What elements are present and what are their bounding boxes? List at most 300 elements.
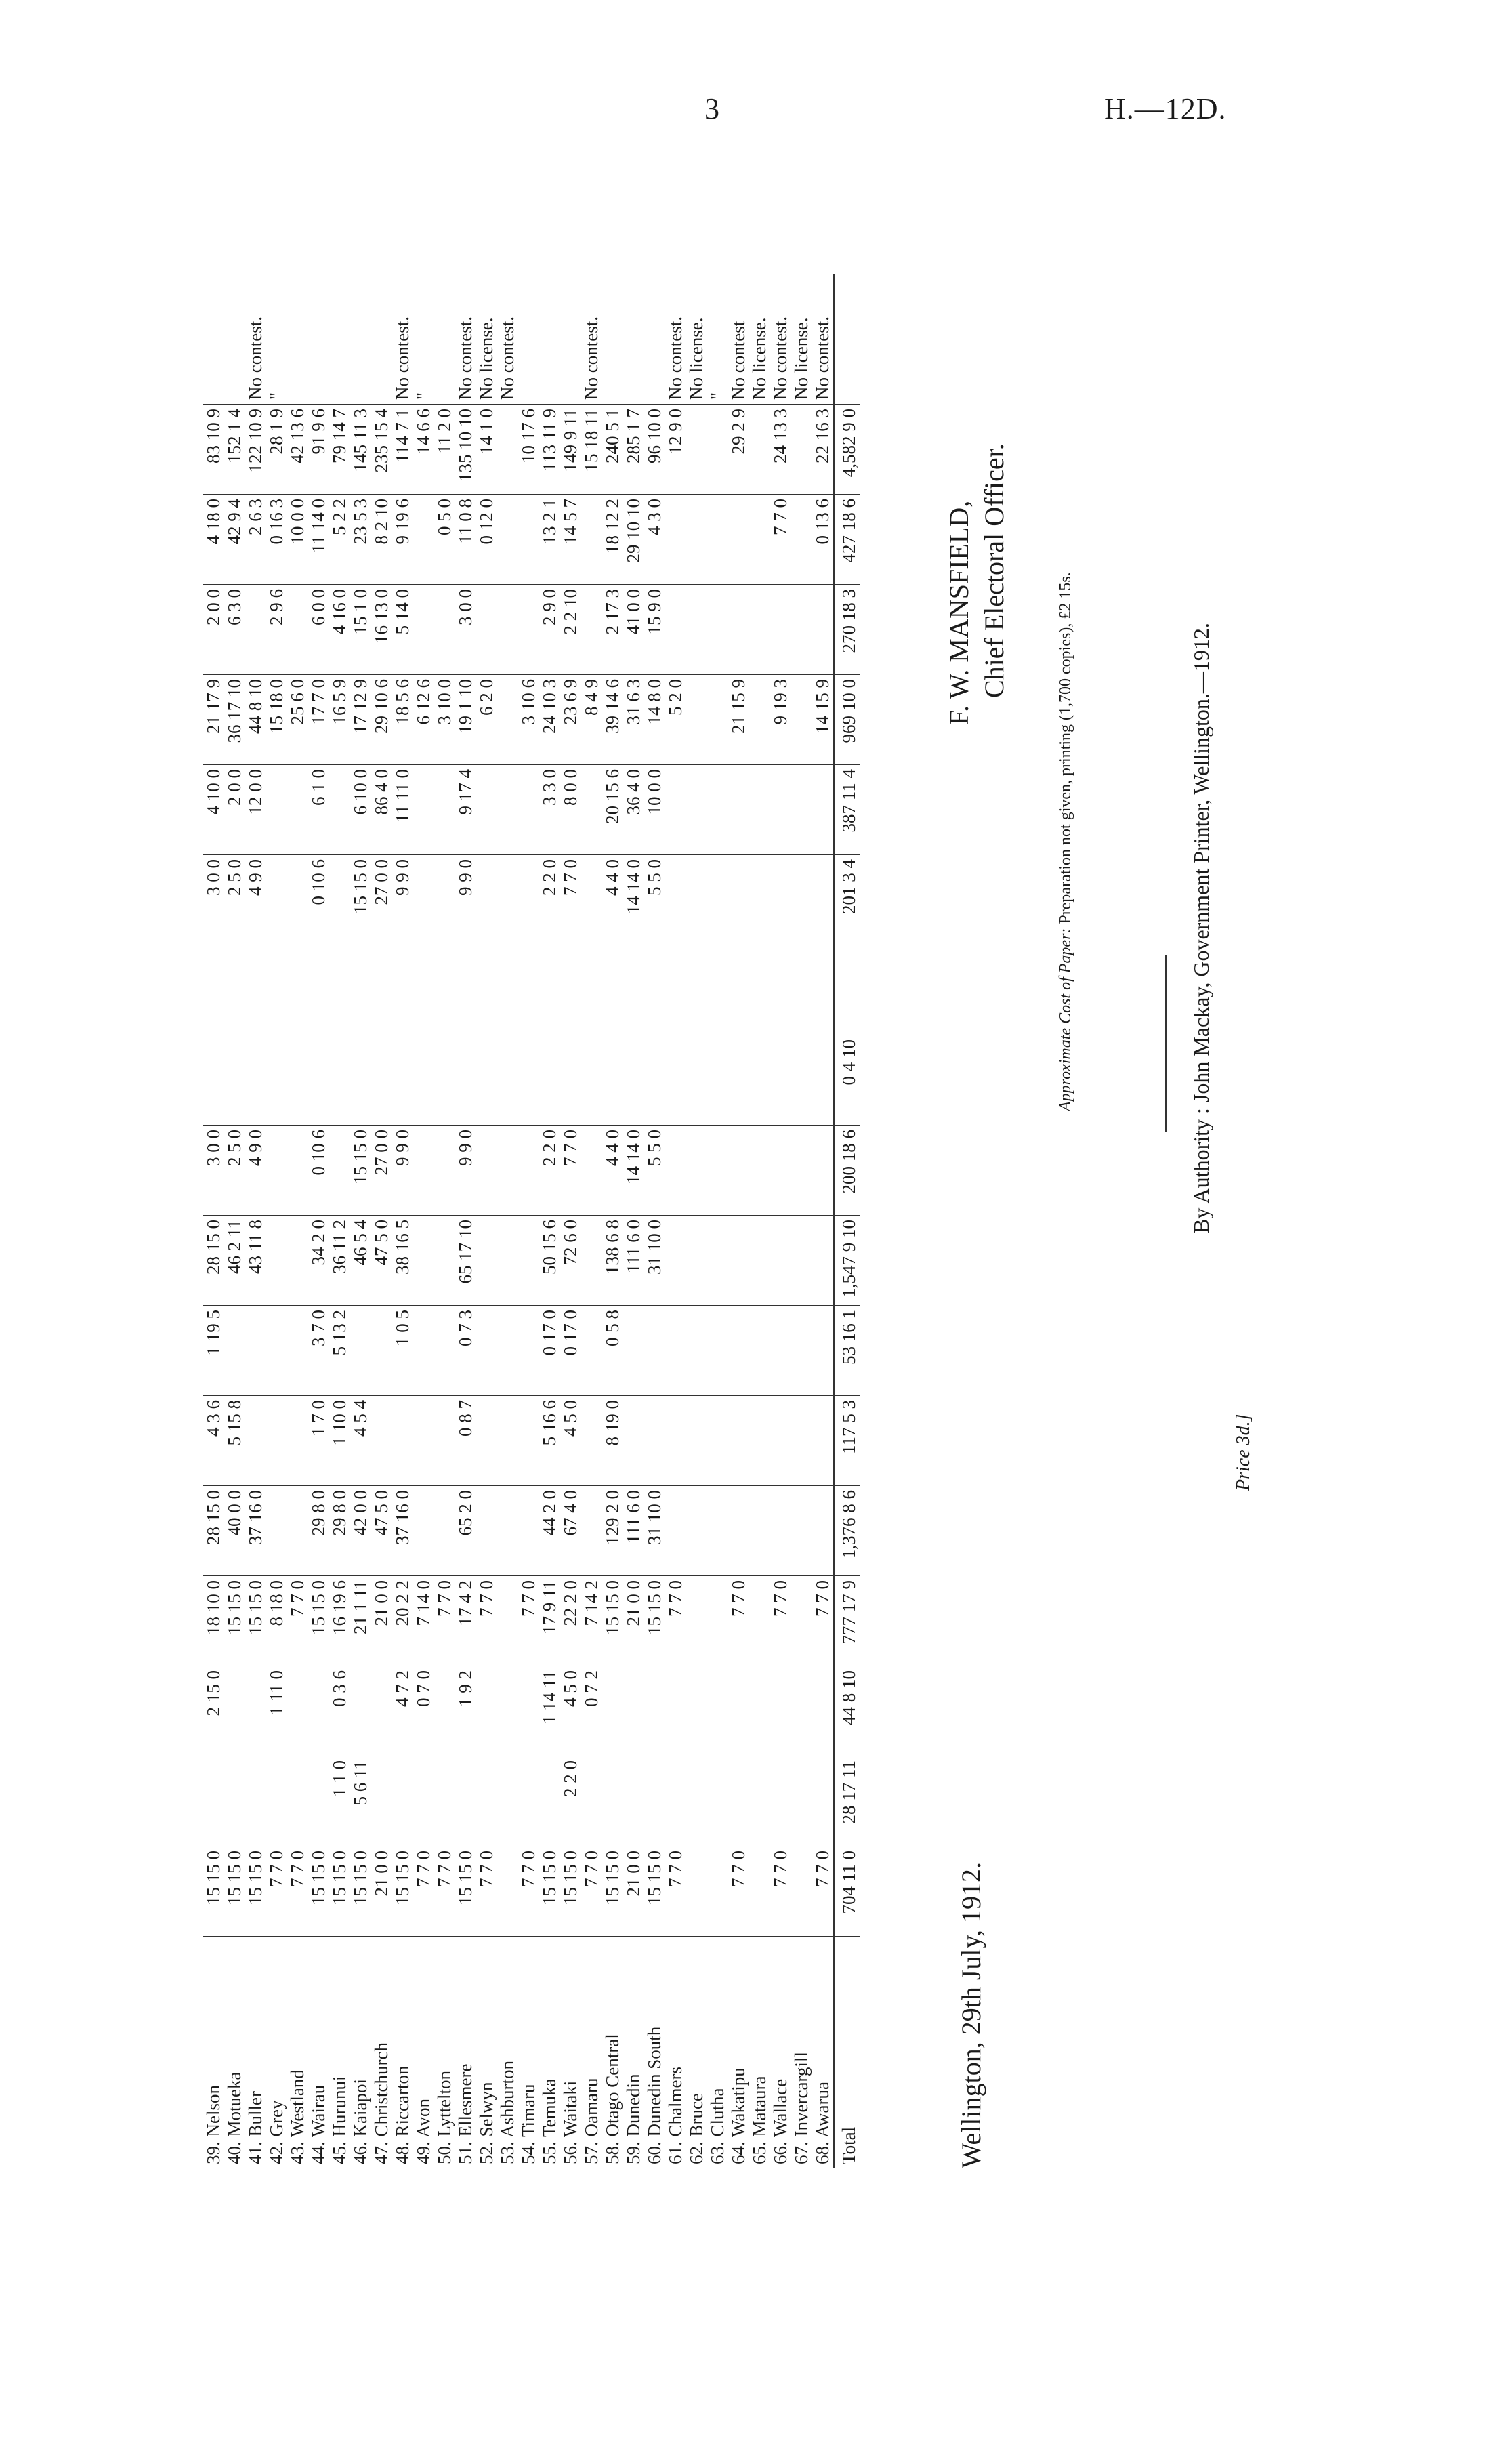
amount-cell-l xyxy=(518,855,539,945)
amount-cell-f xyxy=(644,1396,665,1486)
amount-cell-j xyxy=(266,1035,287,1126)
amount-cell-j xyxy=(476,1035,497,1126)
amount-cell-i xyxy=(287,1126,308,1216)
amount-cell-m xyxy=(749,765,770,855)
amount-cell-k xyxy=(455,945,476,1035)
amount-cell-i: 2 5 0 xyxy=(224,1126,245,1216)
amount-cell-c: 44 8 10 xyxy=(834,1666,860,1756)
amount-cell-p xyxy=(791,495,812,585)
amount-cell-q: 145 11 3 xyxy=(350,405,371,495)
dateline: Wellington, 29th July, 1912. xyxy=(956,1862,986,2168)
amount-cell-q: 14 6 6 xyxy=(413,405,434,495)
amount-cell-h xyxy=(581,1216,602,1306)
amount-cell-i: 27 0 0 xyxy=(371,1126,392,1216)
amount-cell-c xyxy=(224,1666,245,1756)
amount-cell-l: 15 15 0 xyxy=(350,855,371,945)
amount-cell-b xyxy=(203,1756,224,1846)
amount-cell-a: 7 7 0 xyxy=(413,1846,434,1937)
amount-cell-q: 24 13 3 xyxy=(770,405,791,495)
amount-cell-f xyxy=(707,1396,728,1486)
amount-cell-k xyxy=(623,945,644,1035)
amount-cell-q: 91 9 6 xyxy=(308,405,329,495)
amount-cell-f xyxy=(245,1396,266,1486)
amount-cell-m: 20 15 6 xyxy=(602,765,623,855)
amount-cell-m: 10 0 0 xyxy=(644,765,665,855)
amount-cell-h xyxy=(770,1216,791,1306)
amount-cell-l xyxy=(749,855,770,945)
remark-cell xyxy=(623,274,644,405)
amount-cell-l: 9 9 0 xyxy=(392,855,413,945)
document-reference: H.—12D. xyxy=(1104,92,1227,125)
amount-cell-b xyxy=(665,1756,686,1846)
table-row xyxy=(602,274,623,2168)
amount-cell-l xyxy=(707,855,728,945)
amount-cell-f xyxy=(812,1396,834,1486)
remark-cell: No contest. xyxy=(812,274,834,405)
amount-cell-m xyxy=(812,765,834,855)
amount-cell-j: 0 4 10 xyxy=(834,1035,860,1126)
amount-cell-p: 18 12 2 xyxy=(602,495,623,585)
amount-cell-l xyxy=(413,855,434,945)
amount-cell-o: 3 0 0 xyxy=(455,585,476,675)
amount-cell-m: 9 17 4 xyxy=(455,765,476,855)
amount-cell-o xyxy=(476,585,497,675)
remark-cell: " xyxy=(707,274,728,405)
amount-cell-f: 4 5 4 xyxy=(350,1396,371,1486)
amount-cell-m: 11 11 0 xyxy=(392,765,413,855)
amount-cell-d: 7 7 0 xyxy=(287,1576,308,1666)
amount-cell-l: 4 4 0 xyxy=(602,855,623,945)
amount-cell-o: 15 1 0 xyxy=(350,585,371,675)
amount-cell-i xyxy=(329,1126,350,1216)
amount-cell-o: 2 2 10 xyxy=(560,585,581,675)
amount-cell-p xyxy=(518,495,539,585)
amount-cell-i: 7 7 0 xyxy=(560,1126,581,1216)
amount-cell-a: 15 15 0 xyxy=(392,1846,413,1937)
amount-cell-e xyxy=(665,1486,686,1576)
table-row xyxy=(623,274,644,2168)
amount-cell-i: 9 9 0 xyxy=(392,1126,413,1216)
amount-cell-f xyxy=(497,1396,518,1486)
remark-cell xyxy=(602,274,623,405)
amount-cell-m xyxy=(287,765,308,855)
amount-cell-f xyxy=(728,1396,749,1486)
amount-cell-l xyxy=(434,855,455,945)
amount-cell-k xyxy=(581,945,602,1035)
amount-cell-l xyxy=(812,855,834,945)
amount-cell-i xyxy=(497,1126,518,1216)
amount-cell-e: 111 6 0 xyxy=(623,1486,644,1576)
amount-cell-m xyxy=(518,765,539,855)
amount-cell-m: 387 11 4 xyxy=(834,765,860,855)
amount-cell-f xyxy=(287,1396,308,1486)
amount-cell-j xyxy=(749,1035,770,1126)
amount-cell-h: 46 2 11 xyxy=(224,1216,245,1306)
electorate-cell: 62. Bruce xyxy=(686,2093,707,2164)
amount-cell-d: 20 2 2 xyxy=(392,1576,413,1666)
amount-cell-a: 15 15 0 xyxy=(602,1846,623,1937)
amount-cell-n: 6 12 6 xyxy=(413,675,434,765)
amount-cell-c xyxy=(371,1666,392,1756)
amount-cell-i: 2 2 0 xyxy=(539,1126,560,1216)
amount-cell-g: 0 17 0 xyxy=(560,1306,581,1396)
amount-cell-f xyxy=(266,1396,287,1486)
amount-cell-h: 47 5 0 xyxy=(371,1216,392,1306)
amount-cell-q: 114 7 1 xyxy=(392,405,413,495)
amount-cell-a: 7 7 0 xyxy=(665,1846,686,1937)
remark-cell xyxy=(329,274,350,405)
remark-cell xyxy=(224,274,245,405)
amount-cell-e xyxy=(266,1486,287,1576)
amount-cell-h: 111 6 0 xyxy=(623,1216,644,1306)
amount-cell-e: 37 16 0 xyxy=(245,1486,266,1576)
table-row xyxy=(371,274,392,2168)
amount-cell-l xyxy=(770,855,791,945)
amount-cell-o xyxy=(245,585,266,675)
amount-cell-i: 14 14 0 xyxy=(623,1126,644,1216)
amount-cell-i: 0 10 6 xyxy=(308,1126,329,1216)
cost-of-paper xyxy=(1057,572,1075,1111)
amount-cell-e: 37 16 0 xyxy=(392,1486,413,1576)
amount-cell-l: 14 14 0 xyxy=(623,855,644,945)
amount-cell-q: 42 13 6 xyxy=(287,405,308,495)
amount-cell-a: 15 15 0 xyxy=(245,1846,266,1937)
amount-cell-e xyxy=(791,1486,812,1576)
amount-cell-j xyxy=(245,1035,266,1126)
amount-cell-k xyxy=(245,945,266,1035)
amount-cell-n xyxy=(749,675,770,765)
amount-cell-h: 72 6 0 xyxy=(560,1216,581,1306)
amount-cell-n: 17 7 0 xyxy=(308,675,329,765)
amount-cell-g: 0 17 0 xyxy=(539,1306,560,1396)
table-row xyxy=(497,274,518,2168)
amount-cell-q: 15 18 11 xyxy=(581,405,602,495)
amount-cell-f xyxy=(623,1396,644,1486)
table-row xyxy=(686,274,707,2168)
amount-cell-h: 1,547 9 10 xyxy=(834,1216,860,1306)
amount-cell-j xyxy=(329,1035,350,1126)
amount-cell-j xyxy=(770,1035,791,1126)
table-row xyxy=(581,274,602,2168)
amount-cell-j xyxy=(728,1035,749,1126)
amount-cell-l xyxy=(581,855,602,945)
amount-cell-o: 2 9 6 xyxy=(266,585,287,675)
amount-cell-k xyxy=(476,945,497,1035)
amount-cell-g xyxy=(581,1306,602,1396)
amount-cell-g xyxy=(497,1306,518,1396)
amount-cell-l xyxy=(497,855,518,945)
amount-cell-m xyxy=(686,765,707,855)
amount-cell-c xyxy=(644,1666,665,1756)
electorate-cell: 61. Chalmers xyxy=(665,2067,686,2164)
amount-cell-p: 29 10 10 xyxy=(623,495,644,585)
amount-cell-p: 4 3 0 xyxy=(644,495,665,585)
amount-cell-j xyxy=(644,1035,665,1126)
table-row xyxy=(518,274,539,2168)
electorate-cell: 66. Wallace xyxy=(770,2078,791,2164)
remark-cell xyxy=(287,274,308,405)
amount-cell-p: 2 6 3 xyxy=(245,495,266,585)
amount-cell-l xyxy=(329,855,350,945)
amount-cell-d: 17 4 2 xyxy=(455,1576,476,1666)
amount-cell-g xyxy=(728,1306,749,1396)
amount-cell-p: 427 18 6 xyxy=(834,495,860,585)
remark-cell xyxy=(518,274,539,405)
amount-cell-q: 4,582 9 0 xyxy=(834,405,860,495)
amount-cell-f xyxy=(371,1396,392,1486)
amount-cell-a: 7 7 0 xyxy=(434,1846,455,1937)
electorate-cell: 47. Christchurch xyxy=(371,2042,392,2164)
amount-cell-j xyxy=(371,1035,392,1126)
amount-cell-b xyxy=(434,1756,455,1846)
electorate-cell: 65. Mataura xyxy=(749,2076,770,2164)
amount-cell-i xyxy=(581,1126,602,1216)
remark-cell: No contest xyxy=(728,274,749,405)
table-row xyxy=(644,274,665,2168)
amount-cell-o xyxy=(434,585,455,675)
amount-cell-p: 14 5 7 xyxy=(560,495,581,585)
amount-cell-l: 2 5 0 xyxy=(224,855,245,945)
amount-cell-d: 15 15 0 xyxy=(308,1576,329,1666)
remark-cell: No contest. xyxy=(581,274,602,405)
amount-cell-p xyxy=(728,495,749,585)
amount-cell-o: 41 0 0 xyxy=(623,585,644,675)
amount-cell-k xyxy=(812,945,834,1035)
amount-cell-g xyxy=(791,1306,812,1396)
remark-cell: No contest. xyxy=(497,274,518,405)
amount-cell-d: 7 7 0 xyxy=(812,1576,834,1666)
amount-cell-k xyxy=(665,945,686,1035)
amount-cell-c xyxy=(497,1666,518,1756)
remark-cell: No contest. xyxy=(245,274,266,405)
amount-cell-a: 7 7 0 xyxy=(812,1846,834,1937)
table-row xyxy=(329,274,350,2168)
amount-cell-e: 40 0 0 xyxy=(224,1486,245,1576)
amount-cell-k xyxy=(791,945,812,1035)
amount-cell-i xyxy=(413,1126,434,1216)
amount-cell-q xyxy=(749,405,770,495)
returns-table-wrapper xyxy=(203,136,935,2168)
amount-cell-d xyxy=(791,1576,812,1666)
amount-cell-i: 3 0 0 xyxy=(203,1126,224,1216)
amount-cell-b xyxy=(581,1756,602,1846)
amount-cell-j xyxy=(497,1035,518,1126)
amount-cell-g xyxy=(770,1306,791,1396)
table-row xyxy=(392,274,413,2168)
amount-cell-g xyxy=(518,1306,539,1396)
amount-cell-c: 2 15 0 xyxy=(203,1666,224,1756)
amount-cell-q: 79 14 7 xyxy=(329,405,350,495)
amount-cell-e: 29 8 0 xyxy=(308,1486,329,1576)
amount-cell-e xyxy=(707,1486,728,1576)
table-row xyxy=(539,274,560,2168)
amount-cell-g xyxy=(812,1306,834,1396)
amount-cell-g xyxy=(371,1306,392,1396)
election-expenses-table xyxy=(203,274,860,2168)
electorate-cell: Total xyxy=(834,1937,860,2169)
amount-cell-f xyxy=(791,1396,812,1486)
table-row xyxy=(308,274,329,2168)
amount-cell-k xyxy=(644,945,665,1035)
amount-cell-b xyxy=(224,1756,245,1846)
amount-cell-o xyxy=(707,585,728,675)
amount-cell-n: 36 17 10 xyxy=(224,675,245,765)
amount-cell-p: 0 13 6 xyxy=(812,495,834,585)
amount-cell-e xyxy=(581,1486,602,1576)
amount-cell-p: 13 2 1 xyxy=(539,495,560,585)
table-row xyxy=(812,274,834,2168)
table-row xyxy=(728,274,749,2168)
amount-cell-m xyxy=(434,765,455,855)
amount-cell-e: 65 2 0 xyxy=(455,1486,476,1576)
remark-cell: No contest. xyxy=(770,274,791,405)
amount-cell-m xyxy=(581,765,602,855)
amount-cell-a: 7 7 0 xyxy=(770,1846,791,1937)
amount-cell-b xyxy=(392,1756,413,1846)
amount-cell-o: 4 16 0 xyxy=(329,585,350,675)
electorate-cell: 49. Avon xyxy=(413,2098,434,2164)
amount-cell-m: 4 10 0 xyxy=(203,765,224,855)
amount-cell-f: 1 10 0 xyxy=(329,1396,350,1486)
amount-cell-q: 10 17 6 xyxy=(518,405,539,495)
amount-cell-d: 17 9 11 xyxy=(539,1576,560,1666)
amount-cell-a: 15 15 0 xyxy=(350,1846,371,1937)
amount-cell-k xyxy=(560,945,581,1035)
amount-cell-j xyxy=(413,1035,434,1126)
amount-cell-b xyxy=(728,1756,749,1846)
table-row xyxy=(455,274,476,2168)
amount-cell-p: 5 2 2 xyxy=(329,495,350,585)
amount-cell-k xyxy=(224,945,245,1035)
amount-cell-d: 777 17 9 xyxy=(834,1576,860,1666)
table-row xyxy=(749,274,770,2168)
amount-cell-o xyxy=(791,585,812,675)
amount-cell-g xyxy=(707,1306,728,1396)
amount-cell-e xyxy=(770,1486,791,1576)
amount-cell-o: 2 0 0 xyxy=(203,585,224,675)
amount-cell-b xyxy=(707,1756,728,1846)
amount-cell-b xyxy=(245,1756,266,1846)
electorate-cell: 40. Motueka xyxy=(224,2071,245,2164)
amount-cell-j xyxy=(791,1035,812,1126)
amount-cell-j xyxy=(434,1035,455,1126)
amount-cell-d: 15 15 0 xyxy=(245,1576,266,1666)
amount-cell-e: 31 10 0 xyxy=(644,1486,665,1576)
amount-cell-b xyxy=(812,1756,834,1846)
amount-cell-a: 15 15 0 xyxy=(203,1846,224,1937)
amount-cell-h: 36 11 2 xyxy=(329,1216,350,1306)
amount-cell-k xyxy=(749,945,770,1035)
amount-cell-p: 23 5 3 xyxy=(350,495,371,585)
electorate-cell: 50. Lyttelton xyxy=(434,2071,455,2164)
amount-cell-o: 5 14 0 xyxy=(392,585,413,675)
amount-cell-j xyxy=(812,1035,834,1126)
amount-cell-p: 0 5 0 xyxy=(434,495,455,585)
amount-cell-l: 4 9 0 xyxy=(245,855,266,945)
amount-cell-m xyxy=(413,765,434,855)
amount-cell-l xyxy=(476,855,497,945)
amount-cell-j xyxy=(455,1035,476,1126)
amount-cell-i xyxy=(266,1126,287,1216)
electorate-cell: 53. Ashburton xyxy=(497,2060,518,2164)
amount-cell-q: 14 1 0 xyxy=(476,405,497,495)
amount-cell-m xyxy=(770,765,791,855)
amount-cell-a: 7 7 0 xyxy=(518,1846,539,1937)
amount-cell-a: 15 15 0 xyxy=(329,1846,350,1937)
amount-cell-a xyxy=(707,1846,728,1937)
amount-cell-h: 65 17 10 xyxy=(455,1216,476,1306)
amount-cell-f xyxy=(434,1396,455,1486)
amount-cell-d: 7 7 0 xyxy=(518,1576,539,1666)
remark-cell: No license. xyxy=(686,274,707,405)
amount-cell-d xyxy=(497,1576,518,1666)
amount-cell-g: 0 5 8 xyxy=(602,1306,623,1396)
electorate-cell: 59. Dunedin xyxy=(623,2073,644,2164)
amount-cell-o: 15 9 0 xyxy=(644,585,665,675)
amount-cell-l: 0 10 6 xyxy=(308,855,329,945)
amount-cell-e xyxy=(686,1486,707,1576)
remark-cell: No contest. xyxy=(455,274,476,405)
amount-cell-n: 18 5 6 xyxy=(392,675,413,765)
amount-cell-k xyxy=(266,945,287,1035)
amount-cell-b xyxy=(791,1756,812,1846)
amount-cell-h: 43 11 8 xyxy=(245,1216,266,1306)
amount-cell-o xyxy=(581,585,602,675)
amount-cell-p: 4 18 0 xyxy=(203,495,224,585)
amount-cell-j xyxy=(686,1035,707,1126)
amount-cell-h: 138 6 8 xyxy=(602,1216,623,1306)
electorate-cell: 68. Awarua xyxy=(812,2082,833,2164)
remark-cell xyxy=(350,274,371,405)
remark-cell xyxy=(308,274,329,405)
amount-cell-d: 7 7 0 xyxy=(665,1576,686,1666)
amount-cell-k xyxy=(834,945,860,1035)
amount-cell-p: 10 0 0 xyxy=(287,495,308,585)
amount-cell-f xyxy=(392,1396,413,1486)
amount-cell-f xyxy=(413,1396,434,1486)
amount-cell-f: 8 19 0 xyxy=(602,1396,623,1486)
amount-cell-c: 4 7 2 xyxy=(392,1666,413,1756)
amount-cell-a: 15 15 0 xyxy=(644,1846,665,1937)
amount-cell-q: 235 15 4 xyxy=(371,405,392,495)
amount-cell-m: 36 4 0 xyxy=(623,765,644,855)
amount-cell-l: 201 3 4 xyxy=(834,855,860,945)
table-row xyxy=(770,274,791,2168)
amount-cell-b xyxy=(602,1756,623,1846)
amount-cell-i xyxy=(476,1126,497,1216)
amount-cell-i xyxy=(770,1126,791,1216)
amount-cell-q: 240 5 1 xyxy=(602,405,623,495)
table-row xyxy=(560,274,581,2168)
amount-cell-j xyxy=(392,1035,413,1126)
amount-cell-f xyxy=(686,1396,707,1486)
amount-cell-c xyxy=(707,1666,728,1756)
amount-cell-h: 31 10 0 xyxy=(644,1216,665,1306)
amount-cell-f xyxy=(665,1396,686,1486)
amount-cell-c: 0 3 6 xyxy=(329,1666,350,1756)
amount-cell-c xyxy=(518,1666,539,1756)
amount-cell-c xyxy=(812,1666,834,1756)
amount-cell-e: 47 5 0 xyxy=(371,1486,392,1576)
amount-cell-a xyxy=(749,1846,770,1937)
amount-cell-g xyxy=(686,1306,707,1396)
amount-cell-l xyxy=(728,855,749,945)
amount-cell-q: 122 10 9 xyxy=(245,405,266,495)
amount-cell-e: 44 2 0 xyxy=(539,1486,560,1576)
table-row xyxy=(266,274,287,2168)
amount-cell-m xyxy=(329,765,350,855)
amount-cell-k xyxy=(329,945,350,1035)
